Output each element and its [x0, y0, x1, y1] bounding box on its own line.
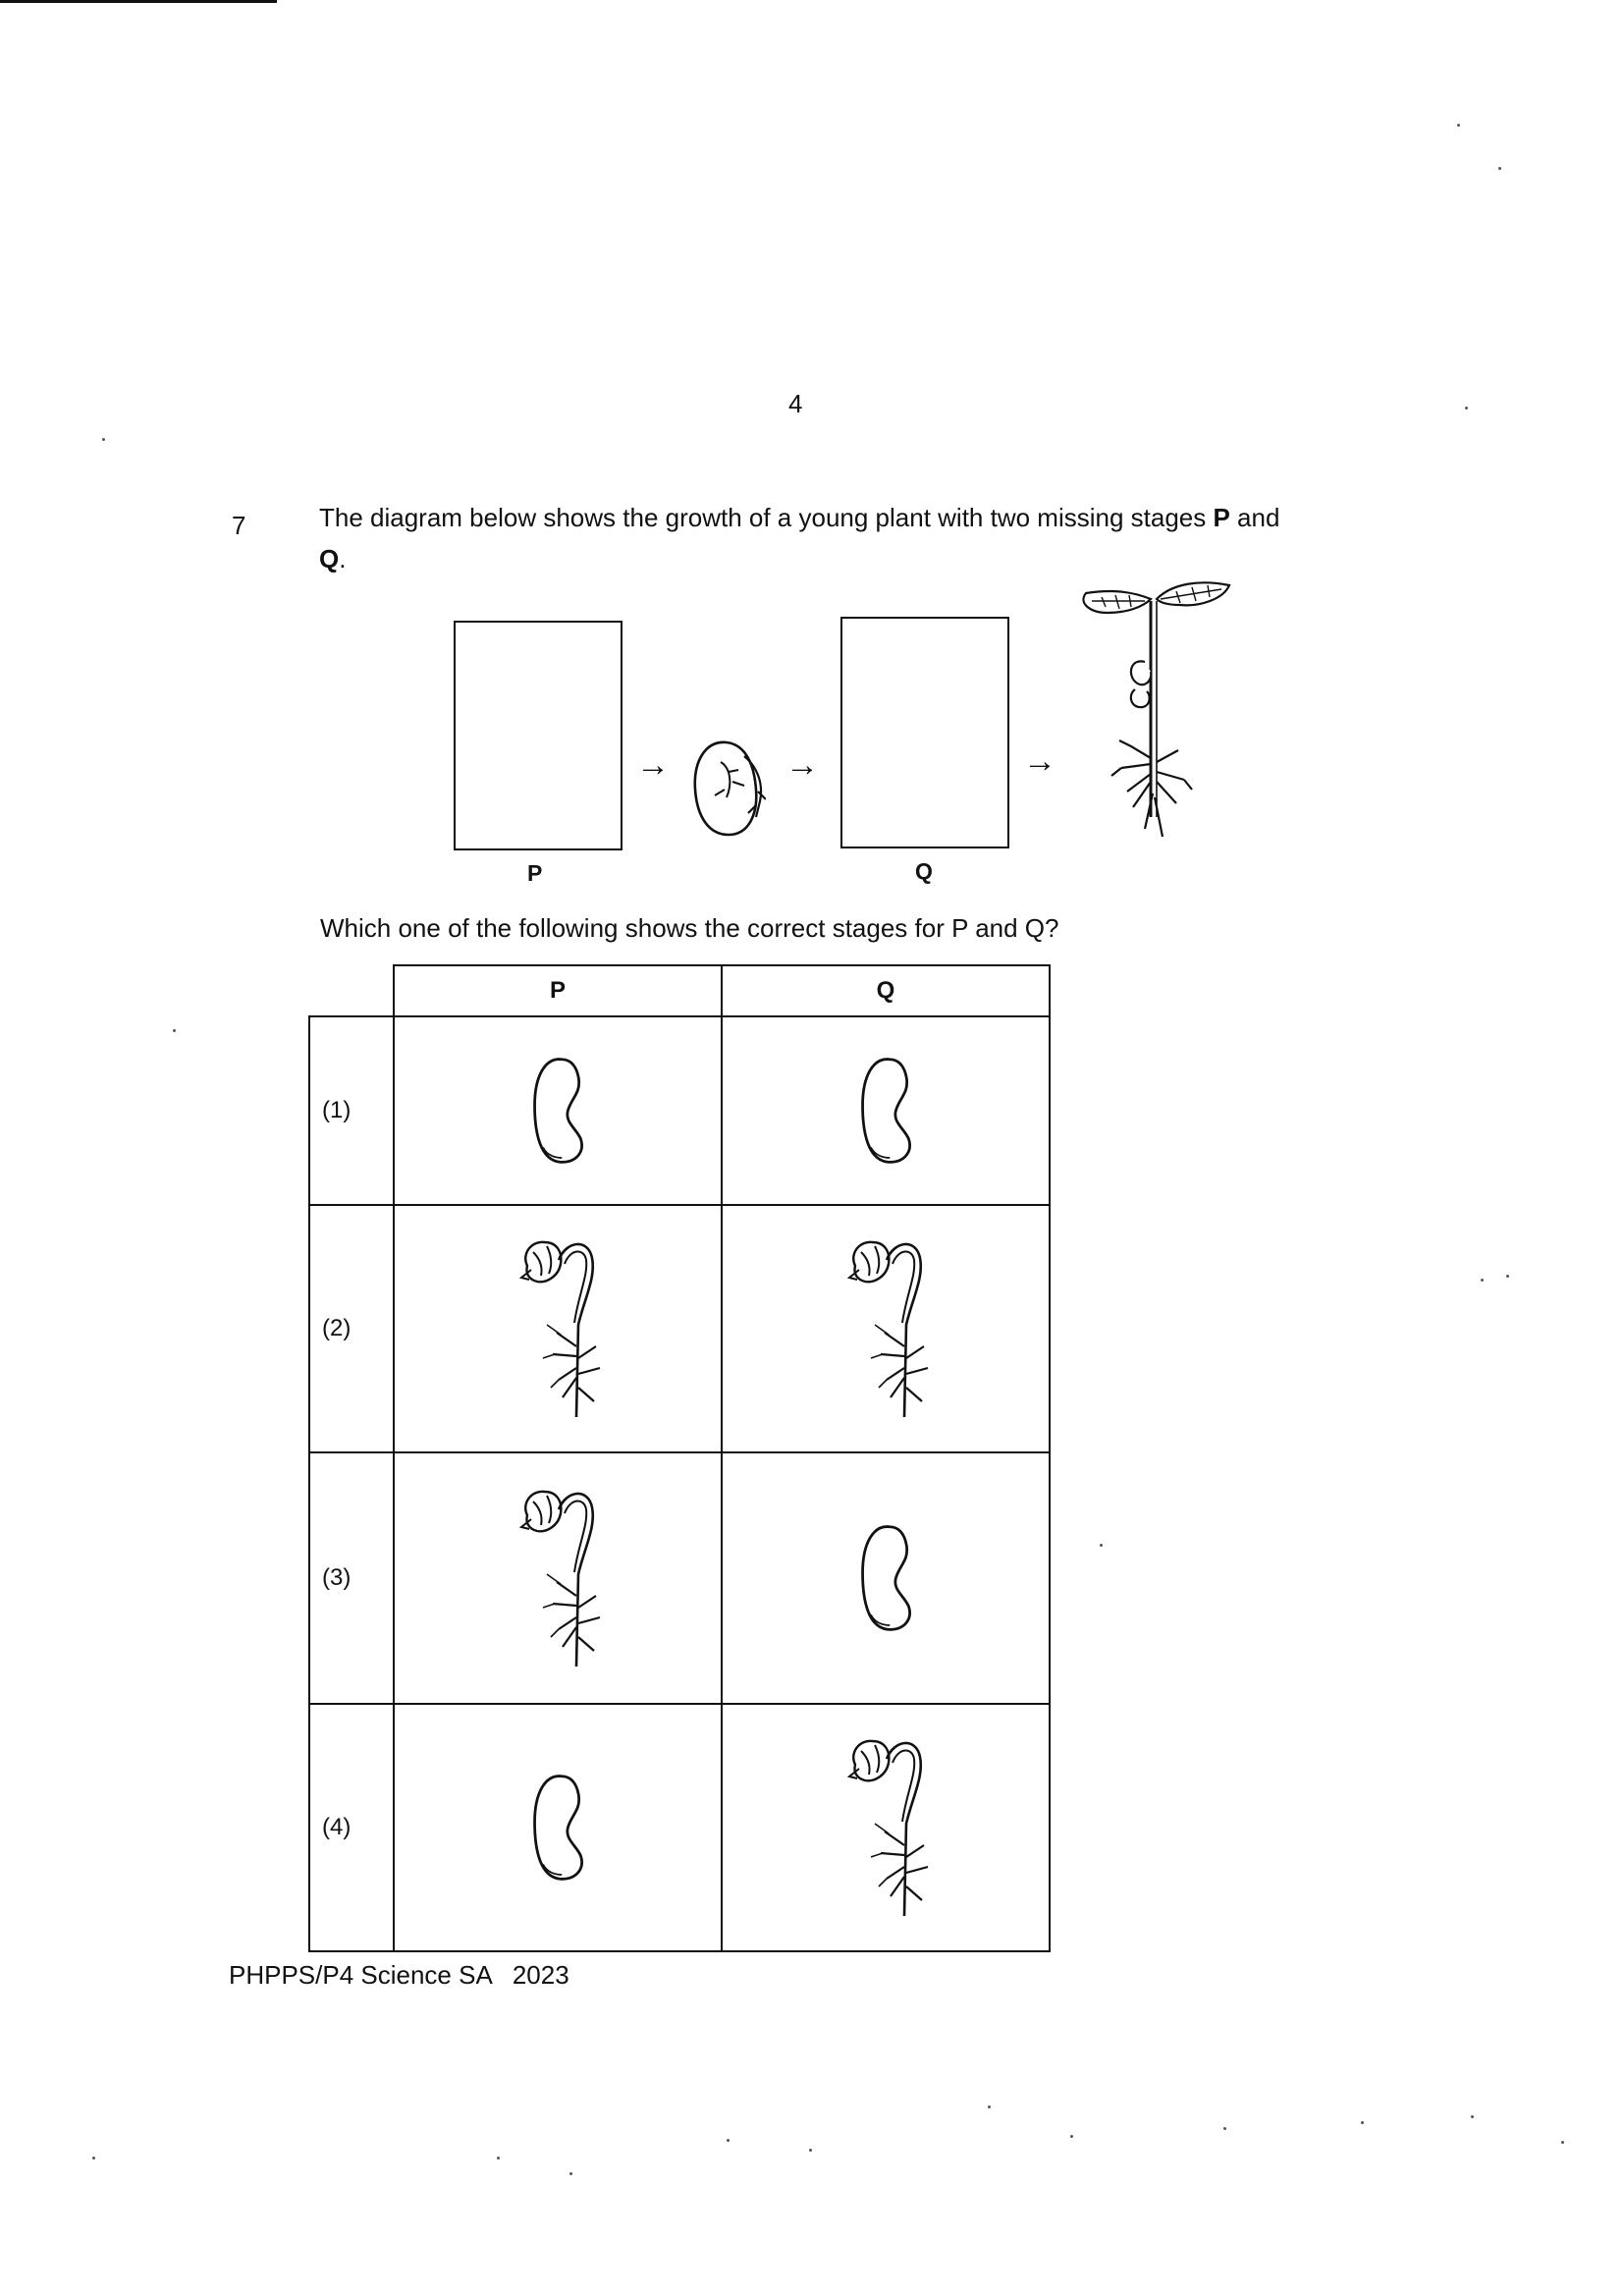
option-1-p-seed [394, 1016, 722, 1205]
option-4-q-seedling [722, 1704, 1050, 1951]
top-rule [0, 0, 277, 3]
germinating-seed-illustration [687, 733, 766, 841]
scan-speck [1100, 1544, 1103, 1547]
footer [229, 1960, 569, 1991]
scan-speck [1506, 1275, 1509, 1278]
option-3-q-seed [722, 1452, 1050, 1704]
table-corner [309, 965, 394, 1016]
scan-speck [1070, 2135, 1073, 2138]
stage-q-box [840, 617, 1009, 848]
header-p: P [394, 965, 722, 1016]
question-text-before: The diagram below shows the growth of a young plant with two missing stages [319, 503, 1214, 532]
scan-speck [1481, 1279, 1484, 1282]
seed-illustration [526, 1053, 589, 1169]
scan-speck [1223, 2127, 1226, 2130]
seed-illustration [854, 1520, 917, 1636]
scan-speck [988, 2105, 991, 2108]
footer-course: PHPPS/P4 Science SA [229, 1960, 493, 1990]
seed-illustration [854, 1053, 917, 1169]
question-text [319, 497, 1399, 579]
arrow-3: → [1023, 742, 1056, 780]
option-2-q-seedling [722, 1205, 1050, 1452]
seedling-illustration [504, 1480, 612, 1676]
question-number: 7 [232, 511, 246, 540]
question-text-mid: and [1229, 503, 1280, 532]
scan-speck [727, 2139, 730, 2142]
stage-p-label: P [527, 860, 543, 886]
option-row-1[interactable] [309, 1016, 1050, 1205]
option-4-p-seed [394, 1704, 722, 1951]
scan-speck [1457, 124, 1460, 127]
seedling-illustration [504, 1230, 612, 1427]
scan-speck [1561, 2141, 1564, 2144]
option-row-3[interactable] [309, 1452, 1050, 1704]
scan-speck [809, 2149, 812, 2152]
option-2-p-seedling [394, 1205, 722, 1452]
footer-year: 2023 [512, 1960, 569, 1990]
scan-speck [497, 2157, 500, 2159]
scan-speck [1465, 407, 1468, 410]
scan-speck [1361, 2121, 1364, 2124]
option-row-4[interactable] [309, 1704, 1050, 1951]
young-plant-illustration [1062, 572, 1239, 856]
question-text-after: . [339, 544, 347, 574]
seedling-illustration [832, 1230, 940, 1427]
scan-speck [1471, 2115, 1474, 2118]
option-label-3: (3) [309, 1452, 394, 1704]
option-label-2: (2) [309, 1205, 394, 1452]
seedling-illustration [832, 1729, 940, 1926]
option-row-2[interactable] [309, 1205, 1050, 1452]
header-q: Q [722, 965, 1050, 1016]
arrow-1: → [636, 746, 670, 784]
options-table [308, 964, 1051, 1952]
stage-p-box [454, 621, 623, 850]
seed-illustration [526, 1770, 589, 1886]
option-3-p-seedling [394, 1452, 722, 1704]
option-1-q-seed [722, 1016, 1050, 1205]
question-q: Q [319, 544, 340, 574]
scan-speck [569, 2172, 572, 2175]
page-number: 4 [788, 389, 803, 418]
arrow-2: → [785, 746, 819, 784]
scan-speck [102, 438, 105, 441]
question-p: P [1213, 503, 1230, 532]
prompt-text: Which one of the following shows the correct stages for P and Q? [320, 913, 1059, 943]
option-label-4: (4) [309, 1704, 394, 1951]
scan-speck [1498, 167, 1501, 170]
stage-q-label: Q [915, 858, 933, 884]
scan-speck [92, 2157, 95, 2159]
scan-speck [173, 1029, 176, 1032]
option-label-1: (1) [309, 1016, 394, 1205]
